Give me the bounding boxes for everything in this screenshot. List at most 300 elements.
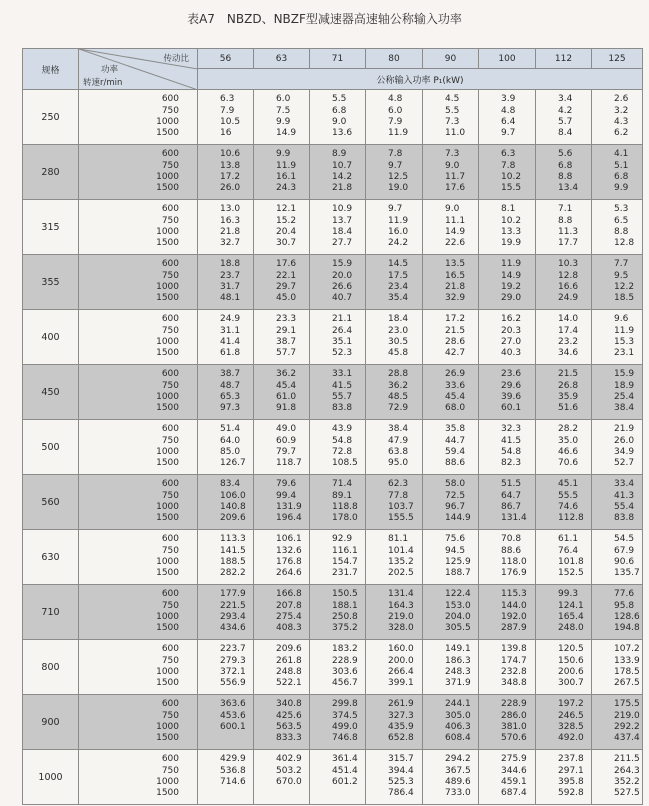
power-value: 714.6: [220, 777, 246, 787]
power-value: 525.3: [388, 777, 414, 787]
power-value: 10.7: [332, 160, 353, 171]
power-value: 51.5: [501, 479, 522, 490]
power-value: 131.9: [276, 502, 302, 512]
power-cell: [592, 310, 643, 365]
power-value: 106.0: [220, 490, 246, 501]
power-value: 11.3: [558, 227, 579, 237]
table-row: [23, 585, 643, 640]
power-value: 456.7: [332, 678, 358, 689]
speed-value: 600: [161, 259, 179, 270]
power-value: 223.7: [220, 644, 246, 655]
power-value: 35.4: [388, 293, 409, 304]
power-value: 9.0: [445, 160, 460, 171]
power-value: 18.8: [220, 259, 241, 270]
power-value: 374.5: [332, 710, 358, 721]
table-row: [23, 530, 643, 585]
power-value: 14.2: [332, 172, 353, 182]
power-value: 60.1: [501, 403, 522, 414]
power-cell: [479, 90, 536, 145]
power-value: 103.7: [388, 502, 414, 512]
power-value: 17.6: [445, 183, 466, 194]
power-value: 592.8: [558, 788, 584, 799]
power-cell: [366, 200, 423, 255]
speed-value: 1000: [156, 722, 179, 732]
power-value: 425.6: [276, 710, 302, 721]
power-value: 113.3: [220, 534, 246, 545]
power-value: 16.3: [220, 215, 241, 226]
speed-value: 600: [161, 424, 179, 435]
power-value: 402.9: [276, 754, 302, 765]
power-value: 83.8: [614, 513, 635, 524]
power-value: 231.7: [332, 568, 358, 579]
power-value: 4.3: [614, 117, 629, 127]
power-value: 26.4: [332, 325, 353, 336]
power-value: 10.5: [220, 117, 241, 127]
power-value: 28.2: [558, 424, 579, 435]
power-value: 18.5: [614, 293, 635, 304]
power-value: 219.0: [614, 710, 640, 721]
power-cell: [366, 640, 423, 695]
power-value: 6.3: [220, 94, 235, 105]
power-value: 12.1: [276, 204, 297, 215]
power-value: 21.8: [332, 183, 353, 194]
power-cell: [592, 200, 643, 255]
power-value: 188.7: [445, 568, 471, 579]
power-value: 13.8: [220, 160, 241, 171]
power-cell: [423, 310, 479, 365]
power-cell: [254, 420, 310, 475]
power-value: 600.1: [220, 722, 246, 732]
speed-cell: [79, 750, 198, 805]
power-value: 83.4: [220, 479, 241, 490]
power-value: 166.8: [276, 589, 302, 600]
power-value: 55.7: [332, 392, 353, 402]
power-value: 2.6: [614, 94, 629, 105]
power-cell: [310, 640, 366, 695]
power-value: 786.4: [388, 788, 414, 799]
power-value: 275.9: [501, 754, 527, 765]
power-value: 375.2: [332, 623, 358, 634]
power-value: 7.9: [388, 117, 403, 127]
speed-value: 1000: [156, 667, 179, 677]
power-value: 15.9: [332, 259, 353, 270]
power-cell: [479, 365, 536, 420]
power-value: 81.1: [388, 534, 409, 545]
power-cell: [310, 90, 366, 145]
power-value: 108.5: [332, 458, 358, 469]
power-value: 27.7: [332, 238, 353, 249]
power-value: 188.1: [332, 600, 358, 611]
power-value: 45.8: [388, 348, 409, 359]
power-value: 32.7: [220, 238, 241, 249]
power-value: 11.9: [388, 128, 409, 139]
power-value: 200.6: [558, 667, 584, 677]
speed-value: 600: [161, 699, 179, 710]
speed-value: 1500: [156, 788, 179, 799]
power-value: 99.4: [276, 490, 297, 501]
speed-cell: [79, 475, 198, 530]
power-value: 144.9: [445, 513, 471, 524]
speed-value: 1500: [156, 623, 179, 634]
power-cell: [254, 365, 310, 420]
speed-value: 750: [161, 655, 179, 666]
power-value: 48.1: [220, 293, 241, 304]
power-value: 244.1: [445, 699, 471, 710]
power-value: 194.8: [614, 623, 640, 634]
power-value: 112.8: [558, 513, 584, 524]
power-value: 21.8: [220, 227, 241, 237]
power-value: 13.7: [332, 215, 353, 226]
power-value: 41.4: [220, 337, 241, 347]
power-value: 16.6: [558, 282, 579, 292]
power-value: 23.0: [388, 325, 409, 336]
power-value: 45.4: [445, 392, 466, 402]
speed-value: 600: [161, 754, 179, 765]
power-value: 55.5: [558, 490, 579, 501]
power-value: 65.3: [220, 392, 241, 402]
power-value: 13.6: [332, 128, 353, 139]
power-value: 99.3: [558, 589, 579, 600]
power-value: 116.1: [332, 545, 358, 556]
power-value: 10.9: [332, 204, 353, 215]
power-value: 178.5: [614, 667, 640, 677]
power-value: 3.9: [501, 94, 516, 105]
power-value: 23.4: [388, 282, 409, 292]
power-value: 61.1: [558, 534, 579, 545]
speed-cell: [79, 90, 198, 145]
power-value: 38.7: [220, 369, 241, 380]
power-value: 11.9: [501, 259, 522, 270]
spec-cell: 500: [23, 420, 79, 475]
power-value: 200.0: [388, 655, 414, 666]
power-value: 34.9: [614, 447, 635, 457]
spec-cell: 800: [23, 640, 79, 695]
power-value: 207.8: [276, 600, 302, 611]
power-cell: [310, 475, 366, 530]
power-value: 64.0: [220, 435, 241, 446]
power-value: 9.9: [276, 149, 291, 160]
power-value: 8.8: [558, 215, 573, 226]
power-value: 13.4: [558, 183, 579, 194]
power-value: 6.0: [276, 94, 291, 105]
power-cell: [366, 145, 423, 200]
speed-value: 600: [161, 149, 179, 160]
power-value: 6.5: [614, 215, 629, 226]
power-cell: [310, 145, 366, 200]
power-value: 18.4: [388, 314, 409, 325]
power-value: 12.5: [388, 172, 409, 182]
power-value: 18.9: [614, 380, 635, 391]
table-title: 表A7 NBZD、NBZF型减速器高速轴公称输入功率: [187, 12, 462, 26]
power-value: 29.0: [501, 293, 522, 304]
ratio-header: 56: [198, 49, 254, 69]
ratio-header: 90: [423, 49, 479, 69]
power-value: 608.4: [445, 733, 471, 744]
power-value: 9.7: [388, 160, 403, 171]
power-value: 153.0: [445, 600, 471, 611]
power-value: 16.5: [445, 270, 466, 281]
power-cell: [198, 255, 254, 310]
speed-value: 600: [161, 589, 179, 600]
power-value: 3.4: [558, 94, 573, 105]
power-cell: [536, 310, 592, 365]
power-value: 131.4: [388, 589, 414, 600]
power-cell: [536, 750, 592, 805]
power-value: 48.5: [388, 392, 409, 402]
power-value: 12.8: [558, 270, 579, 281]
power-value: 11.1: [445, 215, 466, 226]
table-row: [23, 640, 643, 695]
power-value: 18.4: [332, 227, 353, 237]
power-value: 9.7: [388, 204, 403, 215]
power-value: 118.7: [276, 458, 302, 469]
power-value: 11.9: [388, 215, 409, 226]
power-cell: [592, 530, 643, 585]
power-value: 33.1: [332, 369, 353, 380]
power-value: 19.0: [388, 183, 409, 194]
speed-cell: [79, 420, 198, 475]
power-value: 503.2: [276, 765, 302, 776]
power-value: 88.6: [501, 545, 522, 556]
power-cell: [592, 640, 643, 695]
power-value: 17.4: [558, 325, 579, 336]
power-value: 150.5: [332, 589, 358, 600]
power-value: 63.8: [388, 447, 409, 457]
power-value: 5.5: [445, 105, 460, 116]
power-value: 248.0: [558, 623, 584, 634]
power-cell: [536, 145, 592, 200]
speed-label: 转速r/min: [83, 78, 123, 88]
power-value: 8.8: [614, 227, 629, 237]
power-value: 44.7: [445, 435, 466, 446]
power-value: 40.7: [332, 293, 353, 304]
power-value: 23.1: [614, 348, 635, 359]
power-value: 59.4: [445, 447, 466, 457]
power-value: 8.9: [332, 149, 347, 160]
power-cell: [479, 530, 536, 585]
power-cell: [366, 585, 423, 640]
spec-cell: 315: [23, 200, 79, 255]
power-value: 9.5: [614, 270, 629, 281]
power-cell: [310, 200, 366, 255]
power-value: 45.0: [276, 293, 297, 304]
power-value: 687.4: [501, 788, 527, 799]
power-value: 328.5: [558, 722, 584, 732]
power-value: 652.8: [388, 733, 414, 744]
ratio-label: 传动比: [163, 54, 189, 64]
power-value: 141.5: [220, 545, 246, 556]
spec-cell: 1000: [23, 750, 79, 805]
power-value: 451.4: [332, 765, 358, 776]
power-value: 12.2: [614, 282, 635, 292]
power-value: 24.3: [276, 183, 297, 194]
power-value: 92.9: [332, 534, 353, 545]
power-value: 492.0: [558, 733, 584, 744]
power-value: 128.6: [614, 612, 640, 622]
power-value: 292.2: [614, 722, 640, 732]
power-value: 125.9: [445, 557, 471, 567]
power-value: 22.1: [276, 270, 297, 281]
speed-value: 600: [161, 479, 179, 490]
power-value: 15.9: [614, 369, 635, 380]
power-cell: [423, 255, 479, 310]
ratio-header: 100: [479, 49, 536, 69]
power-value: 126.7: [220, 458, 246, 469]
power-value: 45.4: [276, 380, 297, 391]
power-cell: [198, 200, 254, 255]
power-cell: [423, 365, 479, 420]
speed-value: 1500: [156, 678, 179, 689]
power-value: [220, 788, 223, 799]
table-row: [23, 420, 643, 475]
power-value: 13.0: [220, 204, 241, 215]
power-value: 437.4: [614, 733, 640, 744]
power-value: 196.4: [276, 513, 302, 524]
ratio-header: 125: [592, 49, 643, 69]
power-cell: [254, 475, 310, 530]
power-value: 6.0: [388, 105, 403, 116]
power-cell: [423, 420, 479, 475]
power-cell: [366, 420, 423, 475]
power-value: 6.3: [501, 149, 516, 160]
power-value: 164.3: [388, 600, 414, 611]
power-value: 11.7: [445, 172, 466, 182]
power-value: 9.9: [276, 117, 291, 127]
power-value: 188.5: [220, 557, 246, 567]
power-value: 352.2: [614, 777, 640, 787]
power-value: 28.8: [388, 369, 409, 380]
speed-value: 1000: [156, 172, 179, 182]
power-value: 192.0: [501, 612, 527, 622]
table-body: [23, 90, 643, 805]
ratio-header: 112: [536, 49, 592, 69]
power-value: 26.8: [558, 380, 579, 391]
power-value: 733.0: [445, 788, 471, 799]
power-cell: [366, 90, 423, 145]
power-cell: [592, 420, 643, 475]
power-value: 39.6: [501, 392, 522, 402]
power-value: 79.6: [276, 479, 297, 490]
power-value: 7.1: [558, 204, 573, 215]
power-value: 6.8: [558, 160, 573, 171]
power-cell: [479, 475, 536, 530]
power-value: 221.5: [220, 600, 246, 611]
power-cell: [423, 750, 479, 805]
power-value: 51.4: [220, 424, 241, 435]
power-value: [332, 788, 335, 799]
power-value: 144.0: [501, 600, 527, 611]
power-cell: [198, 640, 254, 695]
power-value: 14.9: [276, 128, 297, 139]
power-cell: [479, 310, 536, 365]
power-value: 563.5: [276, 722, 302, 732]
power-value: 24.9: [220, 314, 241, 325]
power-value: 25.4: [614, 392, 635, 402]
power-value: 14.0: [558, 314, 579, 325]
power-value: 177.9: [220, 589, 246, 600]
power-value: [276, 788, 279, 799]
power-value: 21.9: [614, 424, 635, 435]
power-value: 15.5: [501, 183, 522, 194]
speed-value: 1000: [156, 502, 179, 512]
power-cell: [423, 145, 479, 200]
power-value: 670.0: [276, 777, 302, 787]
power-value: 9.9: [614, 183, 629, 194]
speed-value: 600: [161, 369, 179, 380]
power-value: 232.8: [501, 667, 527, 677]
power-value: 35.0: [558, 435, 579, 446]
power-value: 32.3: [501, 424, 522, 435]
power-value: 17.5: [388, 270, 409, 281]
power-value: 75.6: [445, 534, 466, 545]
power-cell: [592, 695, 643, 750]
power-value: 5.3: [614, 204, 629, 215]
power-value: 9.7: [501, 128, 516, 139]
power-value: 246.5: [558, 710, 584, 721]
power-cell: [254, 255, 310, 310]
speed-value: 1000: [156, 282, 179, 292]
speed-value: 1000: [156, 447, 179, 457]
power-value: 122.4: [445, 589, 471, 600]
spec-cell: 900: [23, 695, 79, 750]
power-value: 70.8: [501, 534, 522, 545]
power-cell: [366, 750, 423, 805]
power-value: 41.3: [614, 490, 635, 501]
power-value: 120.5: [558, 644, 584, 655]
power-cell: [592, 475, 643, 530]
power-cell: [592, 365, 643, 420]
power-cell: [536, 530, 592, 585]
power-cell: [198, 530, 254, 585]
power-cell: [479, 145, 536, 200]
power-cell: [310, 365, 366, 420]
power-value: 381.0: [501, 722, 527, 732]
speed-cell: [79, 365, 198, 420]
power-cell: [479, 585, 536, 640]
table-row: [23, 475, 643, 530]
power-value: 33.4: [614, 479, 635, 490]
speed-value: 1000: [156, 337, 179, 347]
power-value: 10.3: [558, 259, 579, 270]
power-cell: [536, 695, 592, 750]
power-value: 76.4: [558, 545, 579, 556]
power-value: 133.9: [614, 655, 640, 666]
power-value: 72.9: [388, 403, 409, 414]
power-cell: [254, 585, 310, 640]
power-value: 149.1: [445, 644, 471, 655]
speed-value: 600: [161, 204, 179, 215]
power-value: 6.8: [614, 172, 629, 182]
power-value: 72.5: [445, 490, 466, 501]
power-value: 406.3: [445, 722, 471, 732]
power-value: 54.8: [332, 435, 353, 446]
spec-header: 规格: [23, 49, 79, 90]
power-value: 7.3: [445, 117, 460, 127]
power-value: 26.9: [445, 369, 466, 380]
power-cell: [423, 475, 479, 530]
power-value: 27.0: [501, 337, 522, 347]
power-value: 287.9: [501, 623, 527, 634]
power-label: 功率: [101, 65, 119, 75]
power-value: 11.9: [614, 325, 635, 336]
spec-cell: 250: [23, 90, 79, 145]
power-cell: [423, 695, 479, 750]
power-cell: [479, 420, 536, 475]
power-value: 17.6: [276, 259, 297, 270]
table-row: [23, 200, 643, 255]
power-value: 101.8: [558, 557, 584, 567]
power-value: 64.7: [501, 490, 522, 501]
